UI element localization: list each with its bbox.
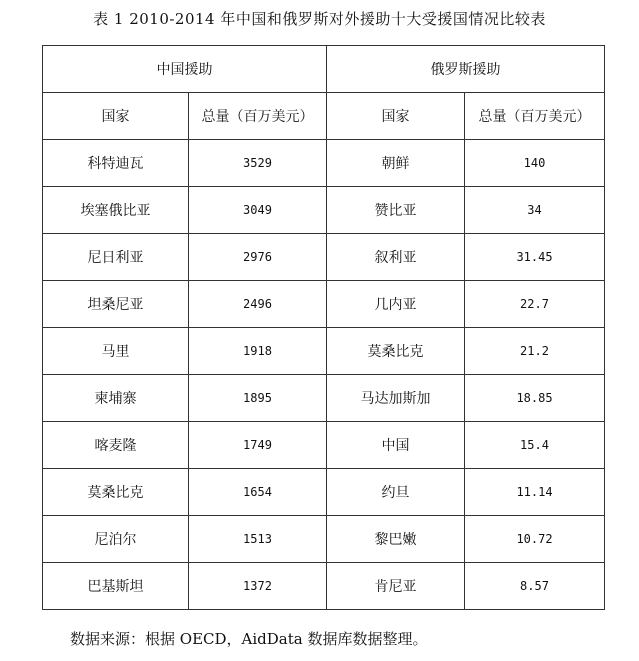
ru-country-cell: 马达加斯加	[327, 375, 465, 422]
ru-total-cell: 21.2	[465, 328, 605, 375]
group-header-row	[43, 46, 605, 93]
cn-country-cell: 尼日利亚	[43, 234, 189, 281]
table-row	[43, 234, 605, 281]
ru-country-cell: 朝鲜	[327, 140, 465, 187]
table-row	[43, 422, 605, 469]
table-row	[43, 140, 605, 187]
ru-country-cell: 叙利亚	[327, 234, 465, 281]
ru-total-cell: 15.4	[465, 422, 605, 469]
cn-total-cell: 1918	[189, 328, 327, 375]
col-header-ru-country: 国家	[327, 93, 465, 140]
cn-total-cell: 2496	[189, 281, 327, 328]
cn-country-cell: 柬埔寨	[43, 375, 189, 422]
cn-country-cell: 巴基斯坦	[43, 563, 189, 610]
table-caption: 表 1 2010-2014 年中国和俄罗斯对外援助十大受援国情况比较表	[93, 10, 546, 28]
col-header-ru-total: 总量（百万美元）	[465, 93, 605, 140]
cn-total-cell: 1895	[189, 375, 327, 422]
ru-country-cell: 中国	[327, 422, 465, 469]
cn-total-cell: 2976	[189, 234, 327, 281]
cn-country-cell: 莫桑比克	[43, 469, 189, 516]
cn-total-cell: 1372	[189, 563, 327, 610]
cn-total-cell: 3049	[189, 187, 327, 234]
cn-country-cell: 埃塞俄比亚	[43, 187, 189, 234]
ru-total-cell: 8.57	[465, 563, 605, 610]
table-row	[43, 187, 605, 234]
ru-country-cell: 莫桑比克	[327, 328, 465, 375]
group-header-china: 中国援助	[43, 46, 327, 93]
ru-total-cell: 18.85	[465, 375, 605, 422]
ru-country-cell: 几内亚	[327, 281, 465, 328]
ru-country-cell: 肯尼亚	[327, 563, 465, 610]
ru-total-cell: 140	[465, 140, 605, 187]
table-row	[43, 516, 605, 563]
cn-country-cell: 尼泊尔	[43, 516, 189, 563]
ru-country-cell: 赞比亚	[327, 187, 465, 234]
table-row	[43, 563, 605, 610]
cn-total-cell: 1749	[189, 422, 327, 469]
cn-country-cell: 科特迪瓦	[43, 140, 189, 187]
table-row	[43, 469, 605, 516]
col-header-cn-total: 总量（百万美元）	[189, 93, 327, 140]
ru-total-cell: 34	[465, 187, 605, 234]
ru-total-cell: 31.45	[465, 234, 605, 281]
ru-total-cell: 10.72	[465, 516, 605, 563]
cn-total-cell: 3529	[189, 140, 327, 187]
cn-total-cell: 1654	[189, 469, 327, 516]
ru-total-cell: 22.7	[465, 281, 605, 328]
cn-country-cell: 马里	[43, 328, 189, 375]
ru-total-cell: 11.14	[465, 469, 605, 516]
cn-country-cell: 坦桑尼亚	[43, 281, 189, 328]
column-header-row	[43, 93, 605, 140]
col-header-cn-country: 国家	[43, 93, 189, 140]
aid-comparison-table	[42, 45, 605, 610]
group-header-russia: 俄罗斯援助	[327, 46, 605, 93]
cn-country-cell: 喀麦隆	[43, 422, 189, 469]
source-note: 数据来源：根据 OECD，AidData 数据库数据整理。	[70, 630, 428, 648]
ru-country-cell: 黎巴嫩	[327, 516, 465, 563]
table-row	[43, 375, 605, 422]
cn-total-cell: 1513	[189, 516, 327, 563]
table-row	[43, 328, 605, 375]
ru-country-cell: 约旦	[327, 469, 465, 516]
table-row	[43, 281, 605, 328]
